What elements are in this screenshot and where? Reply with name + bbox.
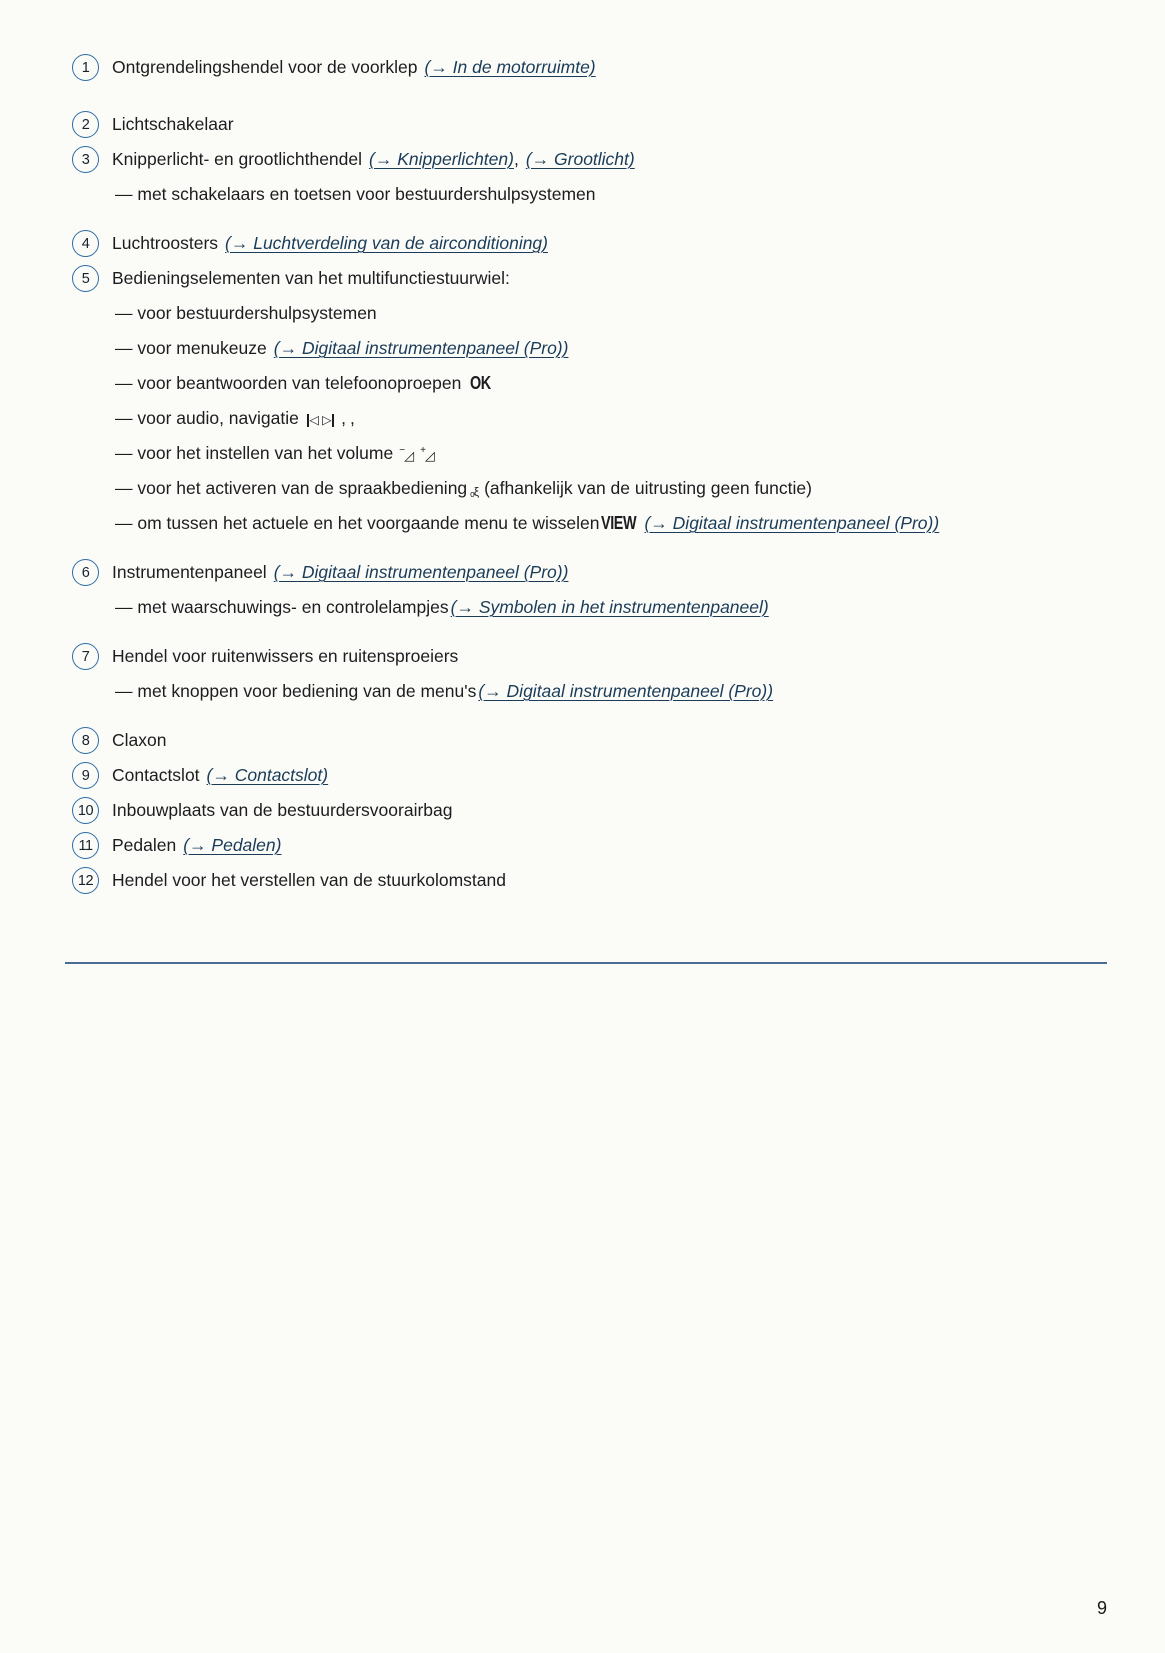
cross-reference-link[interactable]: (→ Digitaal instrumentenpaneel (Pro)) xyxy=(273,562,569,582)
list-subitem xyxy=(0,471,1165,506)
item-number-badge xyxy=(72,797,99,824)
item-text: Pedalen xyxy=(112,835,177,855)
cross-reference-link[interactable]: (→ Digitaal instrumentenpaneel (Pro)) xyxy=(273,338,569,358)
list-item xyxy=(0,758,1165,793)
list-item xyxy=(0,793,1165,828)
list-subitem xyxy=(0,296,1165,331)
list-item xyxy=(0,828,1165,863)
item-number-badge xyxy=(72,230,99,257)
list-subitem xyxy=(0,590,1165,625)
cross-reference-link[interactable]: (→ Digitaal instrumentenpaneel (Pro)) xyxy=(644,513,940,533)
list-subitem xyxy=(0,674,1165,709)
cross-reference-link[interactable]: (→ Grootlicht) xyxy=(525,149,635,169)
subitem-tail-text: (afhankelijk van de uitrusting geen functie) xyxy=(484,478,812,498)
item-number-badge xyxy=(72,265,99,292)
list-subitem xyxy=(0,331,1165,366)
item-text: Claxon xyxy=(112,730,167,750)
next-track-icon: ▷ xyxy=(322,414,334,427)
list-item xyxy=(0,863,1165,898)
item-number: 8 xyxy=(81,732,90,749)
item-text: Hendel voor het verstellen van de stuurkolomstand xyxy=(112,870,506,890)
item-number: 6 xyxy=(81,564,90,581)
item-number-badge xyxy=(72,146,99,173)
key-marks: ,, xyxy=(341,408,359,428)
subitem-text: — voor audio, navigatie xyxy=(115,408,299,428)
item-number-badge xyxy=(72,111,99,138)
subitem-text: — met schakelaars en toetsen voor bestuurdershulpsystemen xyxy=(115,184,596,204)
view-button-icon: VIEW xyxy=(601,513,637,533)
volume-up-icon: + ◿ xyxy=(420,445,435,463)
item-number-badge xyxy=(72,867,99,894)
item-text: Lichtschakelaar xyxy=(112,114,234,134)
cross-reference-link[interactable]: (→ Knipperlichten) xyxy=(369,149,514,169)
subitem-text: — voor menukeuze xyxy=(115,338,267,358)
list-item xyxy=(0,107,1165,142)
list-subitem xyxy=(0,506,1165,541)
item-number: 5 xyxy=(81,270,90,287)
item-text: Contactslot xyxy=(112,765,200,785)
cross-reference-link[interactable]: (→ Contactslot) xyxy=(206,765,329,785)
list-item xyxy=(0,50,1165,85)
item-number: 12 xyxy=(77,872,94,889)
item-text: Bedieningselementen van het multifunctiestuurwiel: xyxy=(112,268,510,288)
cross-reference-link[interactable]: (→ Pedalen) xyxy=(183,835,282,855)
volume-down-icon: − ◿ xyxy=(399,445,415,463)
previous-track-icon: ◁ xyxy=(307,414,319,427)
item-number-badge xyxy=(72,54,99,81)
item-number: 2 xyxy=(81,116,90,133)
cross-reference-link[interactable]: (→ In de motorruimte) xyxy=(424,57,596,77)
item-number: 7 xyxy=(81,648,90,665)
item-number: 9 xyxy=(81,767,90,784)
list-item xyxy=(0,261,1165,296)
list-subitem xyxy=(0,436,1165,471)
subitem-text: — voor het instellen van het volume xyxy=(115,443,394,463)
item-text: Instrumentenpaneel xyxy=(112,562,267,582)
cross-reference-link[interactable]: (→ Digitaal instrumentenpaneel (Pro)) xyxy=(478,681,774,701)
item-number-badge xyxy=(72,762,99,789)
ok-button-icon: OK xyxy=(470,373,492,393)
subitem-text: — voor beantwoorden van telefoonoproepen xyxy=(115,373,462,393)
page-number: 9 xyxy=(1096,1598,1107,1618)
item-text: Inbouwplaats van de bestuurdersvoorairbag xyxy=(112,800,453,820)
subitem-text: — voor bestuurdershulpsystemen xyxy=(115,303,377,323)
item-number-badge xyxy=(72,559,99,586)
item-number: 1 xyxy=(81,59,90,76)
item-text: Luchtroosters xyxy=(112,233,219,253)
item-text: Hendel voor ruitenwissers en ruitensproeiers xyxy=(112,646,459,666)
item-number: 11 xyxy=(78,837,93,854)
subitem-text: — met waarschuwings- en controlelampjes xyxy=(115,597,449,617)
item-number-badge xyxy=(72,643,99,670)
item-number-badge xyxy=(72,832,99,859)
item-number: 4 xyxy=(81,235,90,252)
item-number: 10 xyxy=(77,802,94,819)
cross-reference-link[interactable]: (→ Symbolen in het instrumentenpaneel) xyxy=(450,597,769,617)
cross-reference-link[interactable]: (→ Luchtverdeling van de airconditioning) xyxy=(225,233,548,253)
list-item xyxy=(0,142,1165,177)
list-subitem xyxy=(0,401,1165,436)
item-number-badge xyxy=(72,727,99,754)
list-item xyxy=(0,226,1165,261)
item-text: Ontgrendelingshendel voor de voorklep xyxy=(112,57,418,77)
item-text: Knipperlicht- en grootlichthendel xyxy=(112,149,363,169)
list-item xyxy=(0,723,1165,758)
list-subitem xyxy=(0,177,1165,212)
separator: , xyxy=(513,149,519,169)
voice-control-icon: ₒξ xyxy=(470,485,479,499)
subitem-text: — voor het activeren van de spraakbediening xyxy=(115,478,468,498)
list-item xyxy=(0,555,1165,590)
subitem-text: — met knoppen voor bediening van de menu's xyxy=(115,681,477,701)
section-divider xyxy=(65,962,1107,964)
list-item xyxy=(0,639,1165,674)
list-subitem xyxy=(0,366,1165,401)
item-number: 3 xyxy=(81,151,90,168)
subitem-text: — om tussen het actuele en het voorgaande menu te wisselen xyxy=(115,513,600,533)
